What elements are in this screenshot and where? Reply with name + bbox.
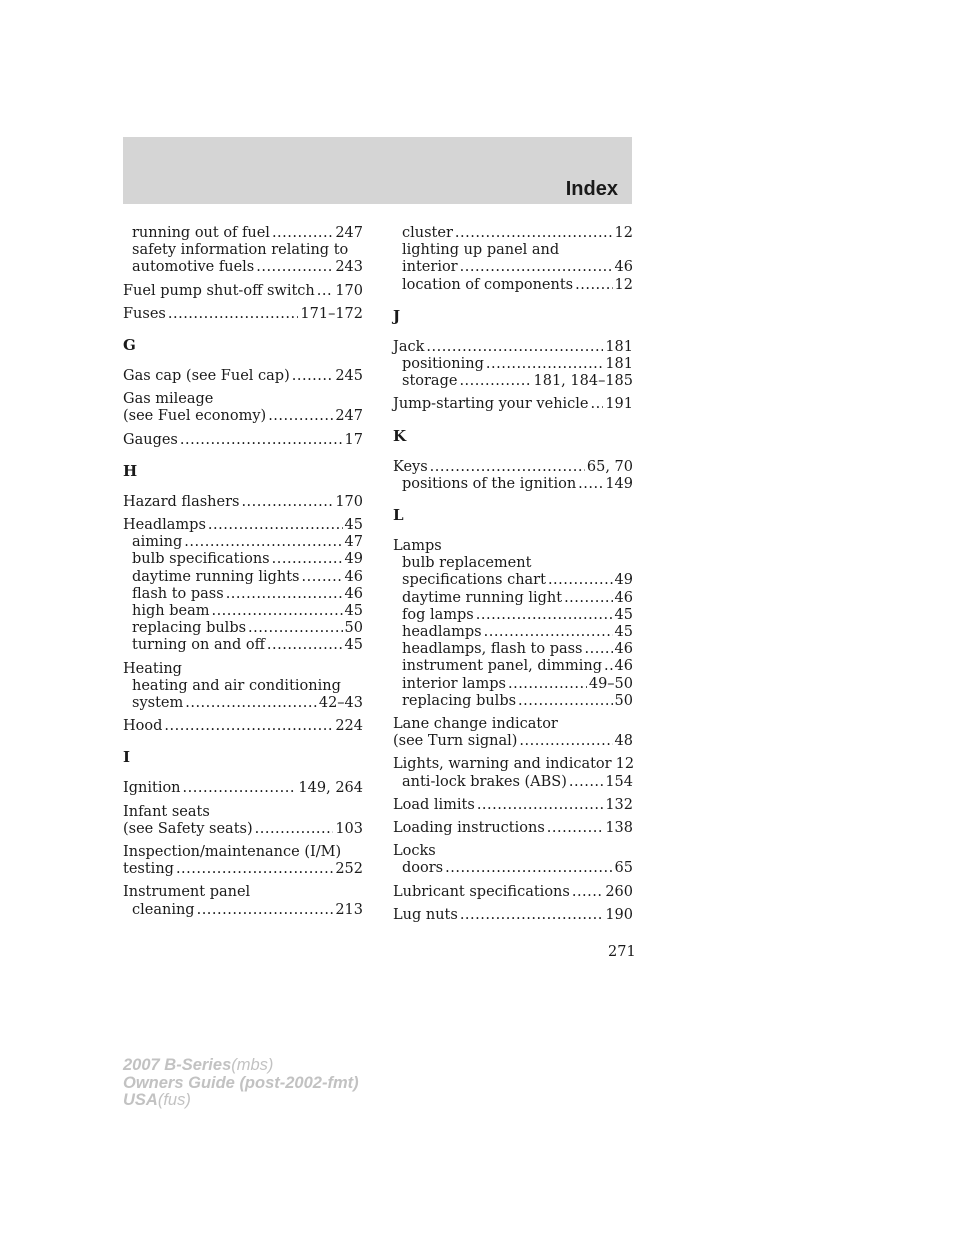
dot-leader — [460, 907, 604, 924]
dot-leader — [445, 860, 612, 877]
dot-leader — [455, 225, 613, 242]
footer-guide: Owners Guide (post-2002-fmt) — [123, 1073, 359, 1092]
entry-page-ref: 154 — [605, 773, 633, 790]
section-title: Index — [565, 178, 618, 200]
footer-model: 2007 B-Series — [123, 1056, 232, 1074]
entry-page-ref: 45 — [344, 603, 363, 620]
dot-leader — [430, 459, 585, 476]
entry-page-ref: 65 — [614, 860, 633, 877]
dot-leader — [256, 259, 333, 276]
entry-text: positions of the ignition — [402, 475, 577, 492]
entry-text: replacing bulbs — [132, 620, 247, 637]
entry-text: Lane change indicator — [393, 716, 558, 733]
index-letter-heading: L — [393, 506, 404, 525]
index-entry — [123, 804, 363, 821]
entry-page-ref: 46 — [614, 658, 633, 675]
index-entry — [393, 907, 633, 924]
index-subentry — [123, 242, 363, 259]
index-subentry — [393, 658, 633, 675]
index-subentry — [393, 373, 633, 390]
entry-page-ref: 191 — [605, 396, 633, 413]
index-entry — [123, 517, 363, 534]
entry-text: Lubricant specifications — [393, 883, 570, 900]
index-subentry — [393, 555, 633, 572]
entry-page-ref: 245 — [335, 368, 363, 385]
entry-text: Headlamps — [123, 517, 206, 534]
entry-text: Keys — [393, 458, 428, 475]
dot-leader — [477, 797, 603, 814]
entry-text: aiming — [132, 534, 183, 551]
entry-page-ref: 247 — [335, 408, 363, 425]
entry-text: specifications chart — [402, 572, 546, 589]
footer-doc-id — [123, 1057, 359, 1110]
index-entry — [393, 756, 633, 773]
dot-leader — [317, 283, 334, 300]
index-subentry — [123, 620, 363, 637]
dot-leader — [564, 590, 612, 607]
dot-leader — [585, 641, 613, 658]
dot-leader — [572, 884, 603, 901]
index-entry — [393, 339, 633, 356]
dot-leader — [197, 902, 334, 919]
entry-page-ref: 50 — [344, 620, 363, 637]
entry-text: running out of fuel — [132, 225, 270, 241]
entry-page-ref: 46 — [344, 568, 363, 585]
index-subentry — [393, 860, 633, 877]
index-subentry — [123, 695, 363, 712]
index-subentry — [393, 572, 633, 589]
entry-text: Instrument panel — [123, 884, 251, 901]
index-letter-heading: H — [123, 461, 138, 480]
index-entry — [123, 408, 363, 425]
entry-page-ref: 138 — [605, 820, 633, 837]
entry-page-ref: 46 — [344, 585, 363, 602]
index-entry — [393, 843, 633, 860]
footer-model-code: (mbs) — [231, 1056, 274, 1074]
entry-page-ref: 45 — [344, 517, 363, 534]
index-subentry — [393, 624, 633, 641]
index-entry — [123, 821, 363, 838]
index-entry — [393, 884, 633, 901]
entry-text: Fuses — [123, 305, 166, 322]
entry-page-ref: 12 — [614, 276, 633, 293]
entry-page-ref: 12 — [615, 756, 635, 773]
entry-page-ref: 171–172 — [300, 305, 363, 322]
dot-leader — [484, 624, 613, 641]
entry-text: daytime running lights — [132, 568, 300, 585]
index-subentry — [393, 242, 633, 259]
dot-leader — [241, 494, 333, 511]
dot-leader — [164, 718, 333, 735]
entry-page-ref: 181 — [605, 356, 633, 373]
entry-text: interior — [402, 259, 458, 276]
entry-text: bulb specifications — [132, 551, 270, 568]
index-subentry — [123, 225, 363, 242]
entry-page-ref: 45 — [344, 637, 363, 654]
entry-text: Gas cap (see Fuel cap) — [123, 368, 290, 385]
entry-page-ref: 65, 70 — [586, 458, 633, 475]
index-entry — [123, 368, 363, 385]
index-entry — [393, 820, 633, 837]
dot-leader — [302, 569, 343, 586]
dot-leader — [272, 225, 333, 242]
entry-page-ref: 243 — [335, 259, 363, 276]
entry-text: bulb replacement — [402, 555, 532, 572]
entry-text: anti-lock brakes (ABS) — [402, 773, 567, 790]
index-subentry — [123, 637, 363, 654]
dot-leader — [168, 306, 299, 323]
dot-leader — [184, 534, 342, 551]
dot-leader — [208, 517, 343, 534]
dot-leader — [459, 373, 531, 390]
entry-text: Jack — [393, 338, 425, 355]
entry-text: Lights, warning and indicator — [393, 756, 612, 773]
index-entry — [123, 661, 363, 678]
page-number: 271 — [608, 944, 636, 960]
index-column-left — [123, 225, 363, 919]
entry-text: interior lamps — [402, 675, 506, 692]
index-subentry — [393, 356, 633, 373]
index-subentry — [393, 277, 633, 294]
entry-text: Fuel pump shut-off switch — [123, 282, 315, 299]
entry-text: lighting up panel and — [402, 242, 560, 259]
index-subentry — [123, 551, 363, 568]
entry-text: safety information relating to — [132, 242, 349, 259]
entry-text: doors — [402, 860, 444, 877]
index-letter-heading: K — [393, 426, 407, 445]
entry-text: Jump-starting your vehicle — [393, 396, 589, 413]
entry-page-ref: 42–43 — [318, 695, 363, 712]
dot-leader — [575, 277, 612, 294]
dot-leader — [591, 396, 604, 413]
dot-leader — [604, 658, 613, 675]
entry-page-ref: 49–50 — [588, 675, 633, 692]
entry-text: Ignition — [123, 780, 181, 797]
dot-leader — [268, 408, 333, 425]
index-entry — [123, 306, 363, 323]
entry-text: testing — [123, 861, 174, 878]
entry-text: cluster — [402, 225, 453, 241]
entry-text: headlamps, flash to pass — [402, 641, 583, 658]
index-subentry — [393, 693, 633, 710]
entry-text: Gauges — [123, 431, 178, 448]
index-entry — [123, 432, 363, 449]
entry-text: cleaning — [132, 901, 195, 918]
dot-leader — [486, 356, 603, 373]
entry-text: turning on and off — [132, 637, 265, 654]
entry-page-ref: 17 — [344, 431, 363, 448]
dot-leader — [460, 259, 613, 276]
dot-leader — [185, 695, 317, 712]
entry-text: (see Fuel economy) — [123, 408, 267, 425]
entry-text: Infant seats — [123, 803, 210, 820]
entry-text: Heating — [123, 660, 182, 677]
entry-page-ref: 103 — [335, 820, 363, 837]
header-band — [123, 137, 632, 204]
footer-market: USA — [123, 1091, 158, 1109]
entry-text: Lug nuts — [393, 906, 458, 923]
entry-page-ref: 190 — [605, 906, 633, 923]
entry-page-ref: 49 — [614, 572, 633, 589]
entry-text: (see Safety seats) — [123, 820, 253, 837]
index-entry — [123, 844, 363, 861]
index-letter-heading: J — [393, 306, 401, 325]
entry-text: Hazard flashers — [123, 493, 240, 510]
dot-leader — [211, 603, 342, 620]
entry-text: replacing bulbs — [402, 692, 517, 709]
dot-leader — [426, 339, 603, 356]
entry-text: location of components — [402, 276, 574, 293]
entry-page-ref: 149 — [605, 475, 633, 492]
index-entry — [123, 718, 363, 735]
index-entry — [393, 459, 633, 476]
dot-leader — [569, 774, 603, 791]
entry-page-ref: 12 — [614, 225, 633, 241]
entry-text: daytime running light — [402, 589, 563, 606]
entry-text: Hood — [123, 718, 163, 735]
dot-leader — [267, 637, 343, 654]
dot-leader — [518, 693, 613, 710]
index-letter-heading: G — [123, 336, 136, 355]
entry-page-ref: 213 — [335, 901, 363, 918]
index-entry — [123, 861, 363, 878]
entry-page-ref: 45 — [614, 624, 633, 641]
dot-leader — [292, 368, 334, 385]
dot-leader — [248, 620, 343, 637]
index-entry — [123, 283, 363, 300]
index-subentry — [393, 641, 633, 658]
index-subentry — [393, 476, 633, 493]
index-subentry — [123, 603, 363, 620]
dot-leader — [272, 551, 343, 568]
entry-text: headlamps — [402, 624, 482, 641]
entry-text: storage — [402, 373, 458, 390]
index-subentry — [123, 534, 363, 551]
dot-leader — [183, 780, 297, 797]
dot-leader — [508, 676, 587, 693]
entry-text: system — [132, 695, 184, 712]
entry-page-ref: 46 — [614, 259, 633, 276]
entry-text: Locks — [393, 843, 436, 860]
entry-text: Gas mileage — [123, 391, 214, 408]
index-letter-heading: I — [123, 748, 131, 767]
entry-page-ref: 181 — [605, 338, 633, 355]
entry-text: (see Turn signal) — [393, 733, 518, 750]
index-entry — [393, 396, 633, 413]
entry-text: heating and air conditioning — [132, 677, 341, 694]
entry-page-ref: 132 — [605, 796, 633, 813]
index-entry — [393, 733, 633, 750]
entry-page-ref: 224 — [335, 718, 363, 735]
index-subentry — [393, 774, 633, 791]
dot-leader — [519, 733, 612, 750]
dot-leader — [176, 861, 333, 878]
dot-leader — [476, 607, 613, 624]
index-entry — [123, 494, 363, 511]
index-entry — [393, 716, 633, 733]
index-subentry — [393, 225, 633, 242]
entry-text: Lamps — [393, 538, 442, 555]
entry-page-ref: 49 — [344, 551, 363, 568]
index-entry — [393, 797, 633, 814]
entry-text: automotive fuels — [132, 259, 255, 276]
entry-text: Loading instructions — [393, 820, 545, 837]
index-entry — [123, 391, 363, 408]
dot-leader — [226, 586, 343, 603]
index-subentry — [123, 678, 363, 695]
index-entry — [123, 884, 363, 901]
index-subentry — [123, 902, 363, 919]
entry-page-ref: 45 — [614, 606, 633, 623]
dot-leader — [578, 476, 603, 493]
entry-page-ref: 170 — [335, 493, 363, 510]
entry-text: instrument panel, dimming — [402, 658, 602, 675]
index-subentry — [123, 586, 363, 603]
index-subentry — [123, 259, 363, 276]
index-column-right — [393, 225, 633, 924]
entry-page-ref: 252 — [335, 861, 363, 878]
entry-page-ref: 247 — [335, 225, 363, 241]
entry-text: flash to pass — [132, 585, 224, 602]
index-entry — [393, 538, 633, 555]
index-subentry — [393, 676, 633, 693]
index-subentry — [123, 569, 363, 586]
dot-leader — [180, 432, 343, 449]
entry-page-ref: 46 — [614, 641, 633, 658]
entry-page-ref: 170 — [335, 282, 363, 299]
entry-page-ref: 181, 184–185 — [533, 373, 633, 390]
entry-page-ref: 50 — [614, 692, 633, 709]
entry-text: Inspection/maintenance (I/M) — [123, 844, 342, 861]
dot-leader — [548, 572, 613, 589]
footer-market-code: (fus) — [157, 1091, 191, 1109]
entry-page-ref: 260 — [605, 883, 633, 900]
index-subentry — [393, 607, 633, 624]
dot-leader — [547, 820, 604, 837]
index-subentry — [393, 590, 633, 607]
entry-page-ref: 46 — [614, 589, 633, 606]
entry-text: high beam — [132, 603, 210, 620]
entry-text: positioning — [402, 356, 484, 373]
entry-text: Load limits — [393, 796, 475, 813]
index-subentry — [393, 259, 633, 276]
entry-text: fog lamps — [402, 606, 474, 623]
dot-leader — [255, 821, 334, 838]
entry-page-ref: 48 — [614, 733, 633, 750]
entry-page-ref: 149, 264 — [298, 780, 363, 797]
index-entry — [123, 780, 363, 797]
entry-page-ref: 47 — [344, 534, 363, 551]
